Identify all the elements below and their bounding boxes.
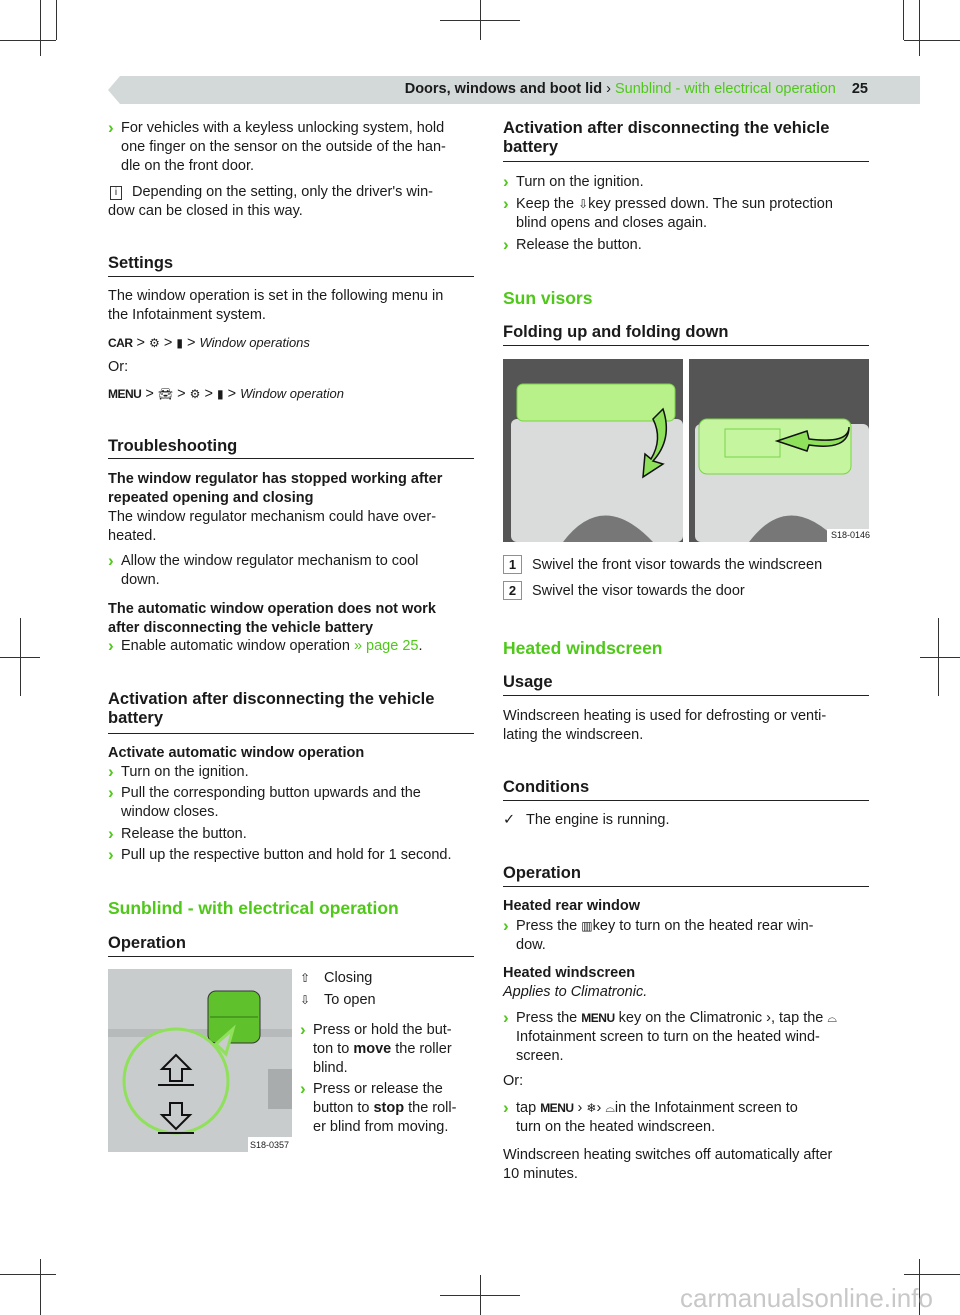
crop-mark <box>0 40 56 41</box>
or-text: Or: <box>108 359 129 375</box>
divider <box>503 886 869 887</box>
legend-text: Swivel the visor towards the door <box>532 583 745 599</box>
settings-text: The window operation is set in the following menu in the Infotainment system. <box>108 288 444 323</box>
climate-snowflake-icon: ❄ <box>586 1101 597 1115</box>
sep: > <box>227 386 237 402</box>
trouble-2-bullet <box>108 637 491 656</box>
crop-mark <box>40 1259 41 1315</box>
sep: > <box>204 386 213 402</box>
crop-mark <box>904 40 960 41</box>
text: key on the Climatronic ›, tap the <box>614 1010 828 1026</box>
heading-activation: Activation after disconnecting the vehicle battery <box>108 690 435 727</box>
windscreen-bullet-1 <box>503 1009 886 1066</box>
car-key: CAR <box>108 336 133 350</box>
trouble-2-title: The automatic window operation does not work after disconnecting the vehicle battery <box>108 601 436 636</box>
heading-operation-right: Operation <box>503 864 581 882</box>
crop-mark <box>938 618 939 696</box>
text: Infotainment screen to turn on the heated wind- screen. <box>516 1029 820 1064</box>
legend-item-1 <box>503 555 822 575</box>
legend-item-2 <box>503 581 745 601</box>
heading-usage: Usage <box>503 673 553 691</box>
activate-bullet: › Turn on the ignition. <box>108 763 491 782</box>
activation-bullet <box>503 195 886 233</box>
crop-mark <box>919 0 920 56</box>
window-icon: ▮ <box>176 336 183 350</box>
menu-key: MENU <box>581 1011 615 1025</box>
heading-settings: Settings <box>108 254 174 272</box>
sunblind-button-illustration <box>108 969 292 1152</box>
open-arrow-down-icon: ⇩ <box>300 993 311 1007</box>
divider <box>108 956 474 957</box>
sep: > <box>145 386 154 402</box>
window-operation-label: Window operation <box>240 386 345 401</box>
close-arrow-up-icon: ⇧ <box>300 971 311 985</box>
text-bold: move <box>353 1041 392 1057</box>
divider <box>503 800 869 801</box>
settings-gear-icon: ⚙ <box>189 387 201 401</box>
info-icon: i <box>110 186 122 200</box>
heading-folding: Folding up and folding down <box>503 323 729 341</box>
text: the roll- er blind from moving. <box>313 1100 457 1135</box>
crop-mark <box>40 0 41 56</box>
condition-item <box>503 811 670 830</box>
open-label: To open <box>324 992 376 1008</box>
sep: > <box>163 335 173 351</box>
legend-text: Swivel the front visor towards the windscreen <box>532 557 823 573</box>
bullet-text: Enable automatic window operation <box>121 638 350 654</box>
legend-open <box>300 991 376 1010</box>
applies-to: Applies to Climatronic. <box>503 984 648 1000</box>
note-text: Depending on the setting, only the driver's win- dow can be closed in this way. <box>108 184 433 219</box>
crop-mark <box>480 1275 481 1315</box>
text: key pressed down. The sun protection blind opens and closes again. <box>516 196 833 231</box>
sep: › <box>596 1100 602 1116</box>
heading-sun-visors: Sun visors <box>503 288 593 308</box>
page-number: 25 <box>851 81 868 97</box>
text: the roller blind. <box>313 1041 452 1076</box>
text: key to turn on the heated rear win- dow. <box>516 918 814 953</box>
visor-swivel-illustration <box>689 359 869 542</box>
operation-bullet-move <box>300 1021 488 1078</box>
condition-text: The engine is running. <box>526 812 670 828</box>
crop-mark <box>56 0 57 40</box>
text: Press the <box>516 1010 582 1026</box>
figure-code: S18-0357 <box>249 1140 289 1150</box>
heading-sunblind: Sunblind - with electrical operation <box>108 898 399 918</box>
windscreen-bullet-2 <box>503 1099 886 1137</box>
sep: > <box>177 386 186 402</box>
menu-key: MENU <box>540 1101 574 1115</box>
divider <box>503 345 869 346</box>
heading-heated-windscreen: Heated windscreen <box>503 638 663 658</box>
heading-activation-right: Activation after disconnecting the vehicle battery <box>503 119 830 156</box>
text-bold: stop <box>373 1100 405 1116</box>
text: tap <box>516 1100 541 1116</box>
usage-text: Windscreen heating is used for defrosting or venti- lating the windscreen. <box>503 708 827 743</box>
window-icon: ▮ <box>216 387 224 401</box>
activate-title: Activate automatic window operation <box>108 745 365 761</box>
sep: > <box>136 335 145 351</box>
trouble-1-text: The window regulator mechanism could have over- heated. <box>108 509 437 544</box>
window-operations-label: Window operations <box>199 335 310 350</box>
divider <box>108 733 474 734</box>
closing-label: Closing <box>324 970 373 986</box>
text: in the Infotainment screen to turn on the heated windscreen. <box>516 1100 798 1135</box>
activation-bullet: › Release the button. <box>503 236 886 255</box>
watermark: carmanualsonline.info <box>680 1283 933 1313</box>
crop-mark <box>903 0 904 40</box>
heading-conditions: Conditions <box>503 778 590 796</box>
heated-windscreen-title: Heated windscreen <box>503 965 636 981</box>
crop-mark <box>920 657 960 658</box>
crop-mark <box>904 1274 960 1275</box>
crop-mark <box>20 618 21 696</box>
header-section-link[interactable]: Sunblind - with electrical operation <box>614 81 836 97</box>
header-chapter: Doors, windows and boot lid <box>404 81 603 97</box>
trouble-1-bullet: › Allow the window regulator mechanism to cool down. <box>108 552 491 590</box>
activation-bullet: › Turn on the ignition. <box>503 173 886 192</box>
settings-gear-icon: ⚙ <box>149 336 160 350</box>
crop-mark <box>480 0 481 40</box>
divider <box>108 458 474 459</box>
legend-closing <box>300 969 372 988</box>
menu-path-2 <box>108 384 344 404</box>
check-icon: ✓ <box>503 812 516 828</box>
operation-bullet-stop <box>300 1080 488 1137</box>
legend-number: 2 <box>503 581 522 600</box>
note <box>108 183 478 221</box>
divider <box>108 276 474 277</box>
figure-code: S18-0146 <box>831 530 871 540</box>
period: . <box>418 638 423 654</box>
activate-bullet: › Release the button. <box>108 825 491 844</box>
text: Keep the <box>516 196 579 212</box>
heading-operation: Operation <box>108 934 186 952</box>
heated-rear-title: Heated rear window <box>503 898 640 914</box>
trouble-1-title: The window regulator has stopped working after repeated opening and closing <box>108 471 443 506</box>
crop-mark <box>0 1274 56 1275</box>
legend-number: 1 <box>503 555 522 574</box>
bullet-keyless: › For vehicles with a keyless unlocking system, hold one finger on the sensor on the outside of the han- dle on the front door. <box>108 119 491 176</box>
sep: > <box>186 335 196 351</box>
divider <box>503 695 869 696</box>
sep: › <box>573 1100 587 1116</box>
header-sep: › <box>606 81 611 97</box>
windscreen-heat-icon: ⌓ <box>605 1101 615 1115</box>
page-link[interactable]: » page 25 <box>353 638 419 654</box>
text: Press or hold the but- ton to <box>313 1022 452 1057</box>
activate-bullet: › Pull up the respective button and hold for 1 second. <box>108 846 491 865</box>
menu-key: MENU <box>108 387 142 401</box>
text: Press or release the button to <box>313 1081 443 1116</box>
final-text: Windscreen heating switches off automatically after 10 minutes. <box>503 1147 833 1182</box>
text: Press the <box>516 918 582 934</box>
heading-troubleshooting: Troubleshooting <box>108 437 238 455</box>
visor-fold-illustration <box>503 359 683 542</box>
car-icon: 🚘︎ <box>157 387 174 401</box>
divider <box>503 161 869 162</box>
open-arrow-down-icon: ⇩ <box>578 197 589 211</box>
windscreen-heat-icon: ⌓ <box>827 1011 837 1025</box>
menu-path-1 <box>108 333 310 353</box>
heated-rear-bullet <box>503 917 886 955</box>
running-header <box>300 80 868 99</box>
activate-bullet: › Pull the corresponding button upwards and the window closes. <box>108 784 491 822</box>
rear-defrost-icon: ▥ <box>581 919 593 933</box>
or-text: Or: <box>503 1073 524 1089</box>
